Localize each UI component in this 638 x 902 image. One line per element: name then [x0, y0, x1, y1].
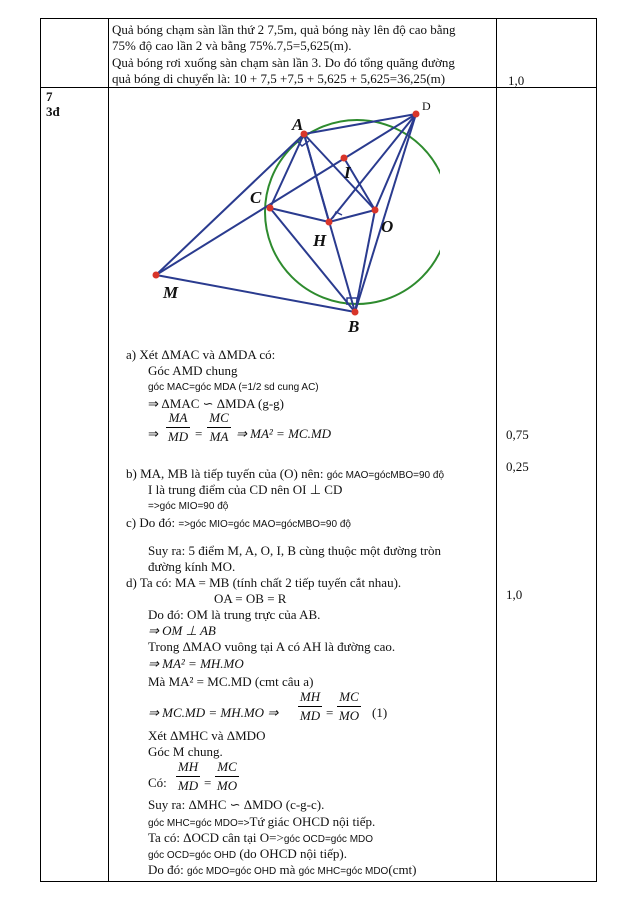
sol-a5-eq: =	[195, 426, 203, 441]
sol-d1: d) Ta có: MA = MB (tính chất 2 tiếp tuyến cắt nhau).	[126, 575, 402, 590]
point-b	[352, 309, 359, 316]
sol-d2: OA = OB = R	[214, 591, 287, 606]
sol-c2: Suy ra: 5 điểm M, A, O, I, B cùng thuộc một đường tròn	[148, 543, 442, 558]
sol-d8-pre: ⇒ MC.MD = MH.MO ⇒	[148, 705, 279, 720]
sol-d11-pre: Có:	[148, 775, 167, 790]
top-line-2: 75% độ cao lần 2 và bằng 75%.7,5=5,625(m).	[112, 38, 352, 53]
top-line-3: Quả bóng rơi xuống sàn chạm sàn lần 3. Do đó tổng quãng đường	[112, 55, 455, 70]
sol-c3: đường kính MO.	[148, 559, 236, 574]
column-divider-1	[108, 19, 109, 881]
question-points: 3đ	[46, 104, 60, 119]
frac-mc-mo: MC MO	[338, 689, 360, 723]
sol-d3: Do đó: OM là trung trực của AB.	[148, 607, 321, 622]
label-a: A	[292, 115, 304, 134]
point-o	[372, 207, 379, 214]
geometry-figure	[140, 92, 440, 342]
label-c: C	[250, 188, 262, 207]
sol-d4: ⇒ OM ⊥ AB	[148, 623, 216, 638]
top-line-4: quả bóng di chuyển là: 10 + 7,5 +7,5 + 5,625 + 5,625=36,25(m)	[112, 71, 446, 86]
label-b: B	[348, 317, 360, 336]
point-h	[326, 219, 333, 226]
sol-d12: Suy ra: ΔMHC ∽ ΔMDO (c-g-c).	[148, 797, 325, 812]
label-m: M	[163, 283, 179, 302]
score-1: 0,75	[506, 427, 529, 442]
figure-points	[153, 111, 420, 316]
label-d: D	[422, 99, 431, 113]
sol-a2: Góc AMD chung	[148, 363, 238, 378]
score-3: 1,0	[506, 587, 523, 602]
top-score: 1,0	[508, 73, 525, 88]
sol-a5-pre: ⇒	[148, 426, 159, 441]
sol-d16: Do đó: góc MDO=góc OHD mà góc MHC=góc MDO(cmt)	[148, 862, 417, 877]
label-o: O	[381, 217, 394, 236]
frac-mh-md: MH MD	[299, 689, 321, 723]
sol-b3: =>góc MIO=90 độ	[148, 501, 229, 512]
label-i: I	[344, 163, 351, 182]
sol-d14: Ta có: ΔOCD cân tại O=>góc OCD=góc MDO	[148, 830, 374, 845]
sol-a4: ⇒ ΔMAC ∽ ΔMDA (g-g)	[148, 396, 285, 411]
sol-d15: góc OCD=góc OHD (do OHCD nội tiếp).	[148, 846, 347, 861]
point-i	[341, 155, 348, 162]
frac-ma-md: MA MD	[167, 410, 189, 444]
sol-d10: Góc M chung.	[148, 744, 223, 759]
sol-d9: Xét ΔMHC và ΔMDO	[148, 728, 266, 743]
circle-o	[265, 120, 440, 304]
figure-lines	[156, 114, 416, 312]
sol-b2: I là trung điểm của CD nên OI ⊥ CD	[148, 482, 343, 497]
column-divider-2	[496, 19, 497, 881]
sol-d13: góc MHC=góc MDO=>Tứ giác OHCD nội tiếp.	[148, 814, 376, 829]
frac-mc-ma: MC MA	[207, 410, 231, 445]
point-d	[413, 111, 420, 118]
score-2: 0,25	[506, 459, 529, 474]
question-number: 7	[46, 89, 53, 104]
sol-d6: ⇒ MA² = MH.MO	[148, 656, 244, 671]
sol-b1: b) MA, MB là tiếp tuyến của (O) nên: góc MAO=gócMBO=90 độ	[126, 466, 445, 481]
sol-c1: c) Do đó: =>góc MIO=góc MAO=gócMBO=90 độ	[126, 515, 351, 530]
sol-d8-post: (1)	[372, 705, 388, 720]
top-line-1: Quả bóng chạm sàn lần thứ 2 7,5m, quả bóng này lên độ cao bằng	[112, 22, 456, 37]
label-h: H	[313, 231, 327, 250]
frac-mc-mo-2: MC MO	[216, 759, 238, 793]
point-m	[153, 272, 160, 279]
sol-a5-post: ⇒ MA² = MC.MD	[236, 426, 332, 441]
sol-a3: góc MAC=góc MDA (=1/2 sd cung AC)	[148, 382, 319, 393]
sol-a1: a) Xét ΔMAC và ΔMDA có:	[126, 347, 276, 362]
sol-d7: Mà MA² = MC.MD (cmt câu a)	[148, 674, 314, 689]
frac-mh-md-2: MH MD	[177, 759, 199, 793]
sol-d11-eq: =	[204, 775, 212, 790]
sol-d8-eq: =	[326, 705, 334, 720]
point-c	[267, 205, 274, 212]
sol-d5: Trong ΔMAO vuông tại A có AH là đường cao.	[148, 639, 396, 654]
